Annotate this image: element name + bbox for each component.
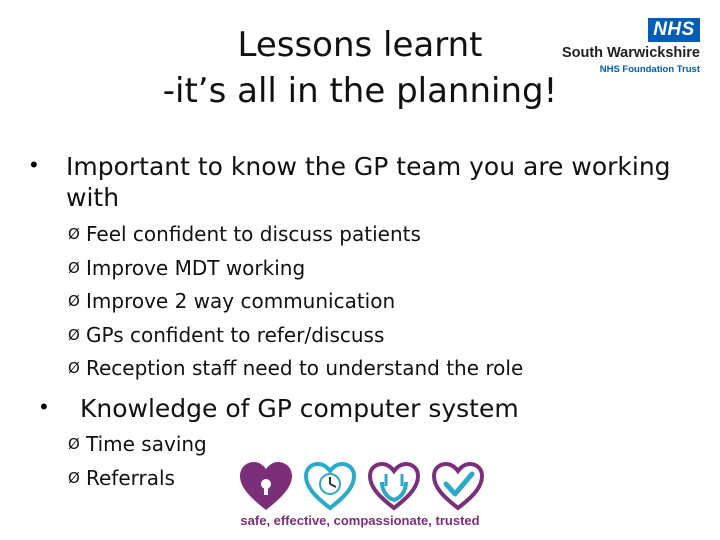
nhs-trust-logo: [561, 14, 712, 75]
list-item-text: GPs confident to refer/discuss: [86, 322, 385, 347]
arrow-marker-icon: Ø: [68, 225, 80, 243]
nhs-badge: NHS: [648, 18, 700, 42]
list-item: [68, 285, 523, 319]
list-item-text: Time saving: [86, 432, 207, 456]
list-item-text: Improve 2 way communication: [86, 289, 396, 313]
list-item-text: Improve MDT working: [86, 255, 306, 280]
list-item-text: Reception staff need to understand the role: [86, 356, 524, 380]
heart-clock-icon: [302, 460, 358, 512]
bullet-icon: •: [30, 152, 38, 177]
trust-type: NHS Foundation Trust: [599, 64, 700, 75]
heart-check-icon: [430, 460, 486, 512]
arrow-marker-icon: Ø: [68, 359, 80, 377]
arrow-marker-icon: Ø: [68, 258, 80, 277]
bullet-icon: •: [40, 394, 48, 419]
list-item: [68, 462, 207, 496]
slide-title: [150, 22, 570, 114]
bullet-1-line-1: Important to know the GP team you are working: [66, 152, 671, 181]
bullet-2-sublist: [68, 428, 207, 495]
arrow-marker-icon: Ø: [68, 468, 80, 487]
bullet-1-sublist: [68, 218, 523, 386]
heart-lock-icon: [238, 460, 294, 512]
list-item-text: Referrals: [86, 465, 175, 490]
title-line-2: -it’s all in the planning!: [162, 71, 558, 111]
values-tagline: safe, effective, compassionate, trusted: [240, 513, 480, 528]
list-item: [68, 428, 207, 462]
title-line-1: Lessons learnt: [237, 25, 483, 65]
bullet-2-text: [80, 393, 519, 424]
list-item-text: Feel confident to discuss patients: [86, 222, 421, 246]
list-item: [68, 352, 523, 386]
bullet-1-line-2: with: [66, 183, 120, 212]
list-item: [68, 319, 523, 353]
bullet-2-line-1: Knowledge of GP computer system: [80, 394, 519, 423]
arrow-marker-icon: Ø: [68, 325, 80, 344]
list-item: [68, 218, 523, 252]
arrow-marker-icon: Ø: [68, 292, 80, 310]
trust-name: South Warwickshire: [561, 45, 700, 61]
heart-hands-icon: [366, 460, 422, 512]
bullet-1-text: [66, 151, 671, 213]
arrow-marker-icon: Ø: [68, 435, 80, 453]
list-item: [68, 252, 523, 286]
